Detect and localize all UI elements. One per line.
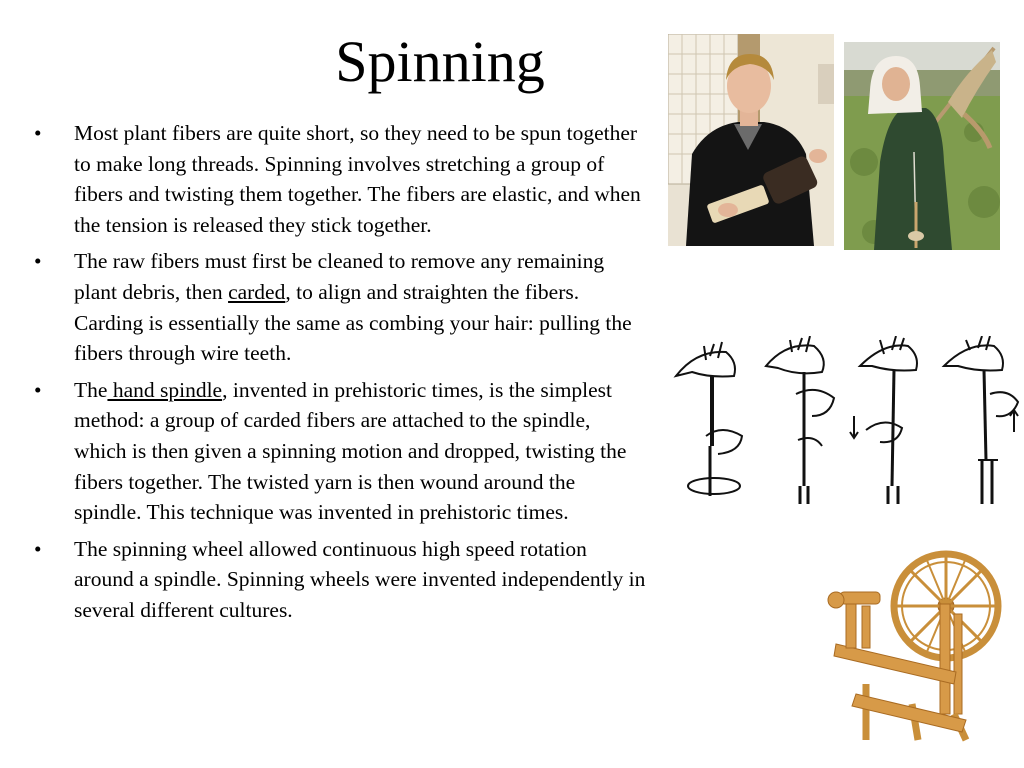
bullet-text-run: , to align and straighten the fibers. Carding is essentially the same as combing your hair: pulling the fibers through wire teeth.	[74, 279, 632, 366]
bullet-text-run: The raw fibers must first be cleaned to remove any remaining plant debris, then	[74, 249, 605, 304]
hand-spindle-steps-illustration	[666, 336, 1022, 508]
woman-hand-spindle-photo	[844, 42, 1000, 250]
woman-carding-photo	[668, 34, 834, 246]
bullet-list	[34, 118, 646, 632]
bullet-text	[74, 534, 646, 626]
slide-title: Spinning	[335, 29, 545, 94]
bullet-marker: •	[34, 377, 42, 402]
bullet-item	[34, 246, 646, 368]
bullet-item	[34, 118, 646, 240]
bullet-text-run: The	[74, 377, 108, 402]
bullet-marker: •	[34, 249, 42, 274]
bullet-marker: •	[34, 121, 42, 145]
underlined-term: hand spindle	[107, 377, 223, 402]
bullet-text-run: Most plant fibers are quite short, so they need to be spun together to make long threads. Spinning involves stretching a group of fibers and twisting them together. The fibers are elastic, and when the tension is released they stick together.	[74, 121, 641, 237]
bullet-text	[74, 118, 646, 240]
bullet-text	[74, 246, 646, 368]
bullet-text-run: , invented in prehistoric times, is the simplest method: a group of carded fibers are attached to the spindle, which is then given a spinning motion and dropped, twisting the fibers together. The twisted yarn is then wound around the spindle. This technique was invented in prehistoric times.	[74, 377, 627, 525]
underlined-term: carded	[228, 279, 286, 304]
bullet-item	[34, 375, 646, 528]
bullet-text-run: The spinning wheel allowed continuous high speed rotation around a spindle. Spinning wheels were invented independently in several different cultures.	[74, 536, 646, 622]
bullet-text	[74, 375, 646, 528]
spinning-wheel-photo	[826, 544, 1006, 744]
bullet-item	[34, 534, 646, 626]
bullet-marker: •	[34, 536, 42, 561]
